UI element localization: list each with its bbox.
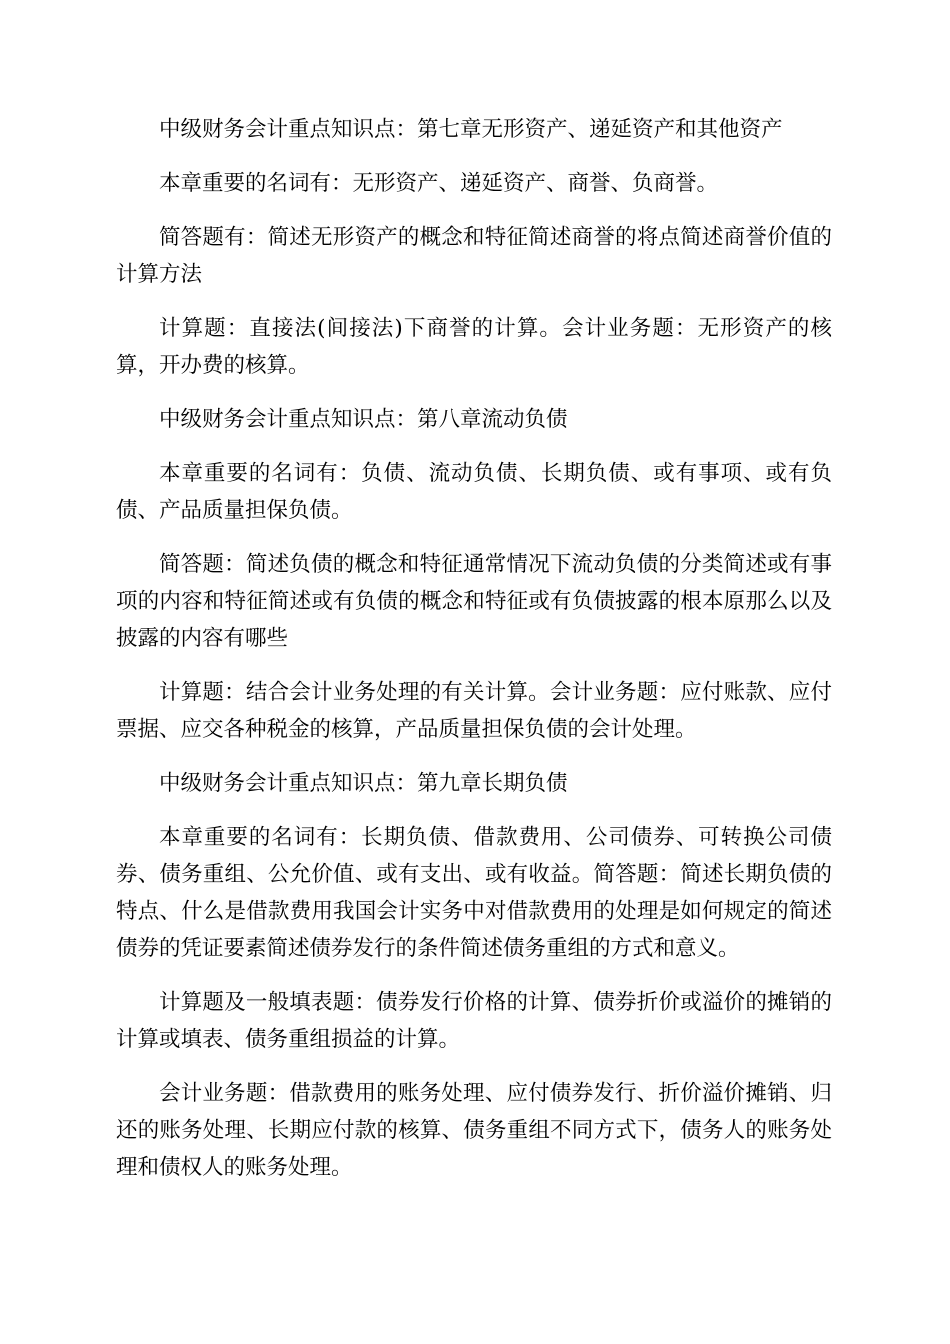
paragraph-ch9-accounting: 会计业务题：借款费用的账务处理、应付债券发行、折价溢价摊销、归还的账务处理、长期应付款的核算、债务重组不同方式下，债务人的账务处理和债权人的账务处理。 (116, 1081, 832, 1180)
paragraph-ch7-terms: 本章重要的名词有：无形资产、递延资产、商誉、负商誉。 (159, 171, 719, 196)
paragraph-ch7-short-answer: 简答题有：简述无形资产的概念和特征简述商誉的将点简述商誉价值的计算方法 (116, 225, 832, 287)
heading-chapter-7: 中级财务会计重点知识点：第七章无形资产、递延资产和其他资产 (159, 117, 783, 142)
heading-chapter-9: 中级财务会计重点知识点：第九章长期负债 (159, 771, 568, 796)
paragraph-ch8-short-answer: 简答题：简述负债的概念和特征通常情况下流动负债的分类简述或有事项的内容和特征简述或有负债的概念和特征或有负债披露的根本原那么以及披露的内容有哪些 (116, 552, 832, 651)
paragraph-ch8-calculation: 计算题：结合会计业务处理的有关计算。会计业务题：应付账款、应付票据、应交各种税金的核算，产品质量担保负债的会计处理。 (116, 680, 832, 742)
document-page (116, 111, 832, 1203)
heading-chapter-8: 中级财务会计重点知识点：第八章流动负债 (159, 407, 568, 432)
paragraph-ch8-terms: 本章重要的名词有：负债、流动负债、长期负债、或有事项、或有负债、产品质量担保负债。 (116, 461, 832, 523)
paragraph-ch9-calculation: 计算题及一般填表题：债券发行价格的计算、债券折价或溢价的摊销的计算或填表、债务重组损益的计算。 (116, 990, 832, 1052)
paragraph-ch7-calculation: 计算题：直接法(间接法)下商誉的计算。会计业务题：无形资产的核算，开办费的核算。 (116, 316, 832, 378)
paragraph-ch9-terms: 本章重要的名词有：长期负债、借款费用、公司债券、可转换公司债券、债务重组、公允价值、或有支出、或有收益。简答题：简述长期负债的特点、什么是借款费用我国会计实务中对借款费用的处理是如何规定的简述债券的凭证要素简述债券发行的条件简述债务重组的方式和意义。 (116, 825, 832, 961)
